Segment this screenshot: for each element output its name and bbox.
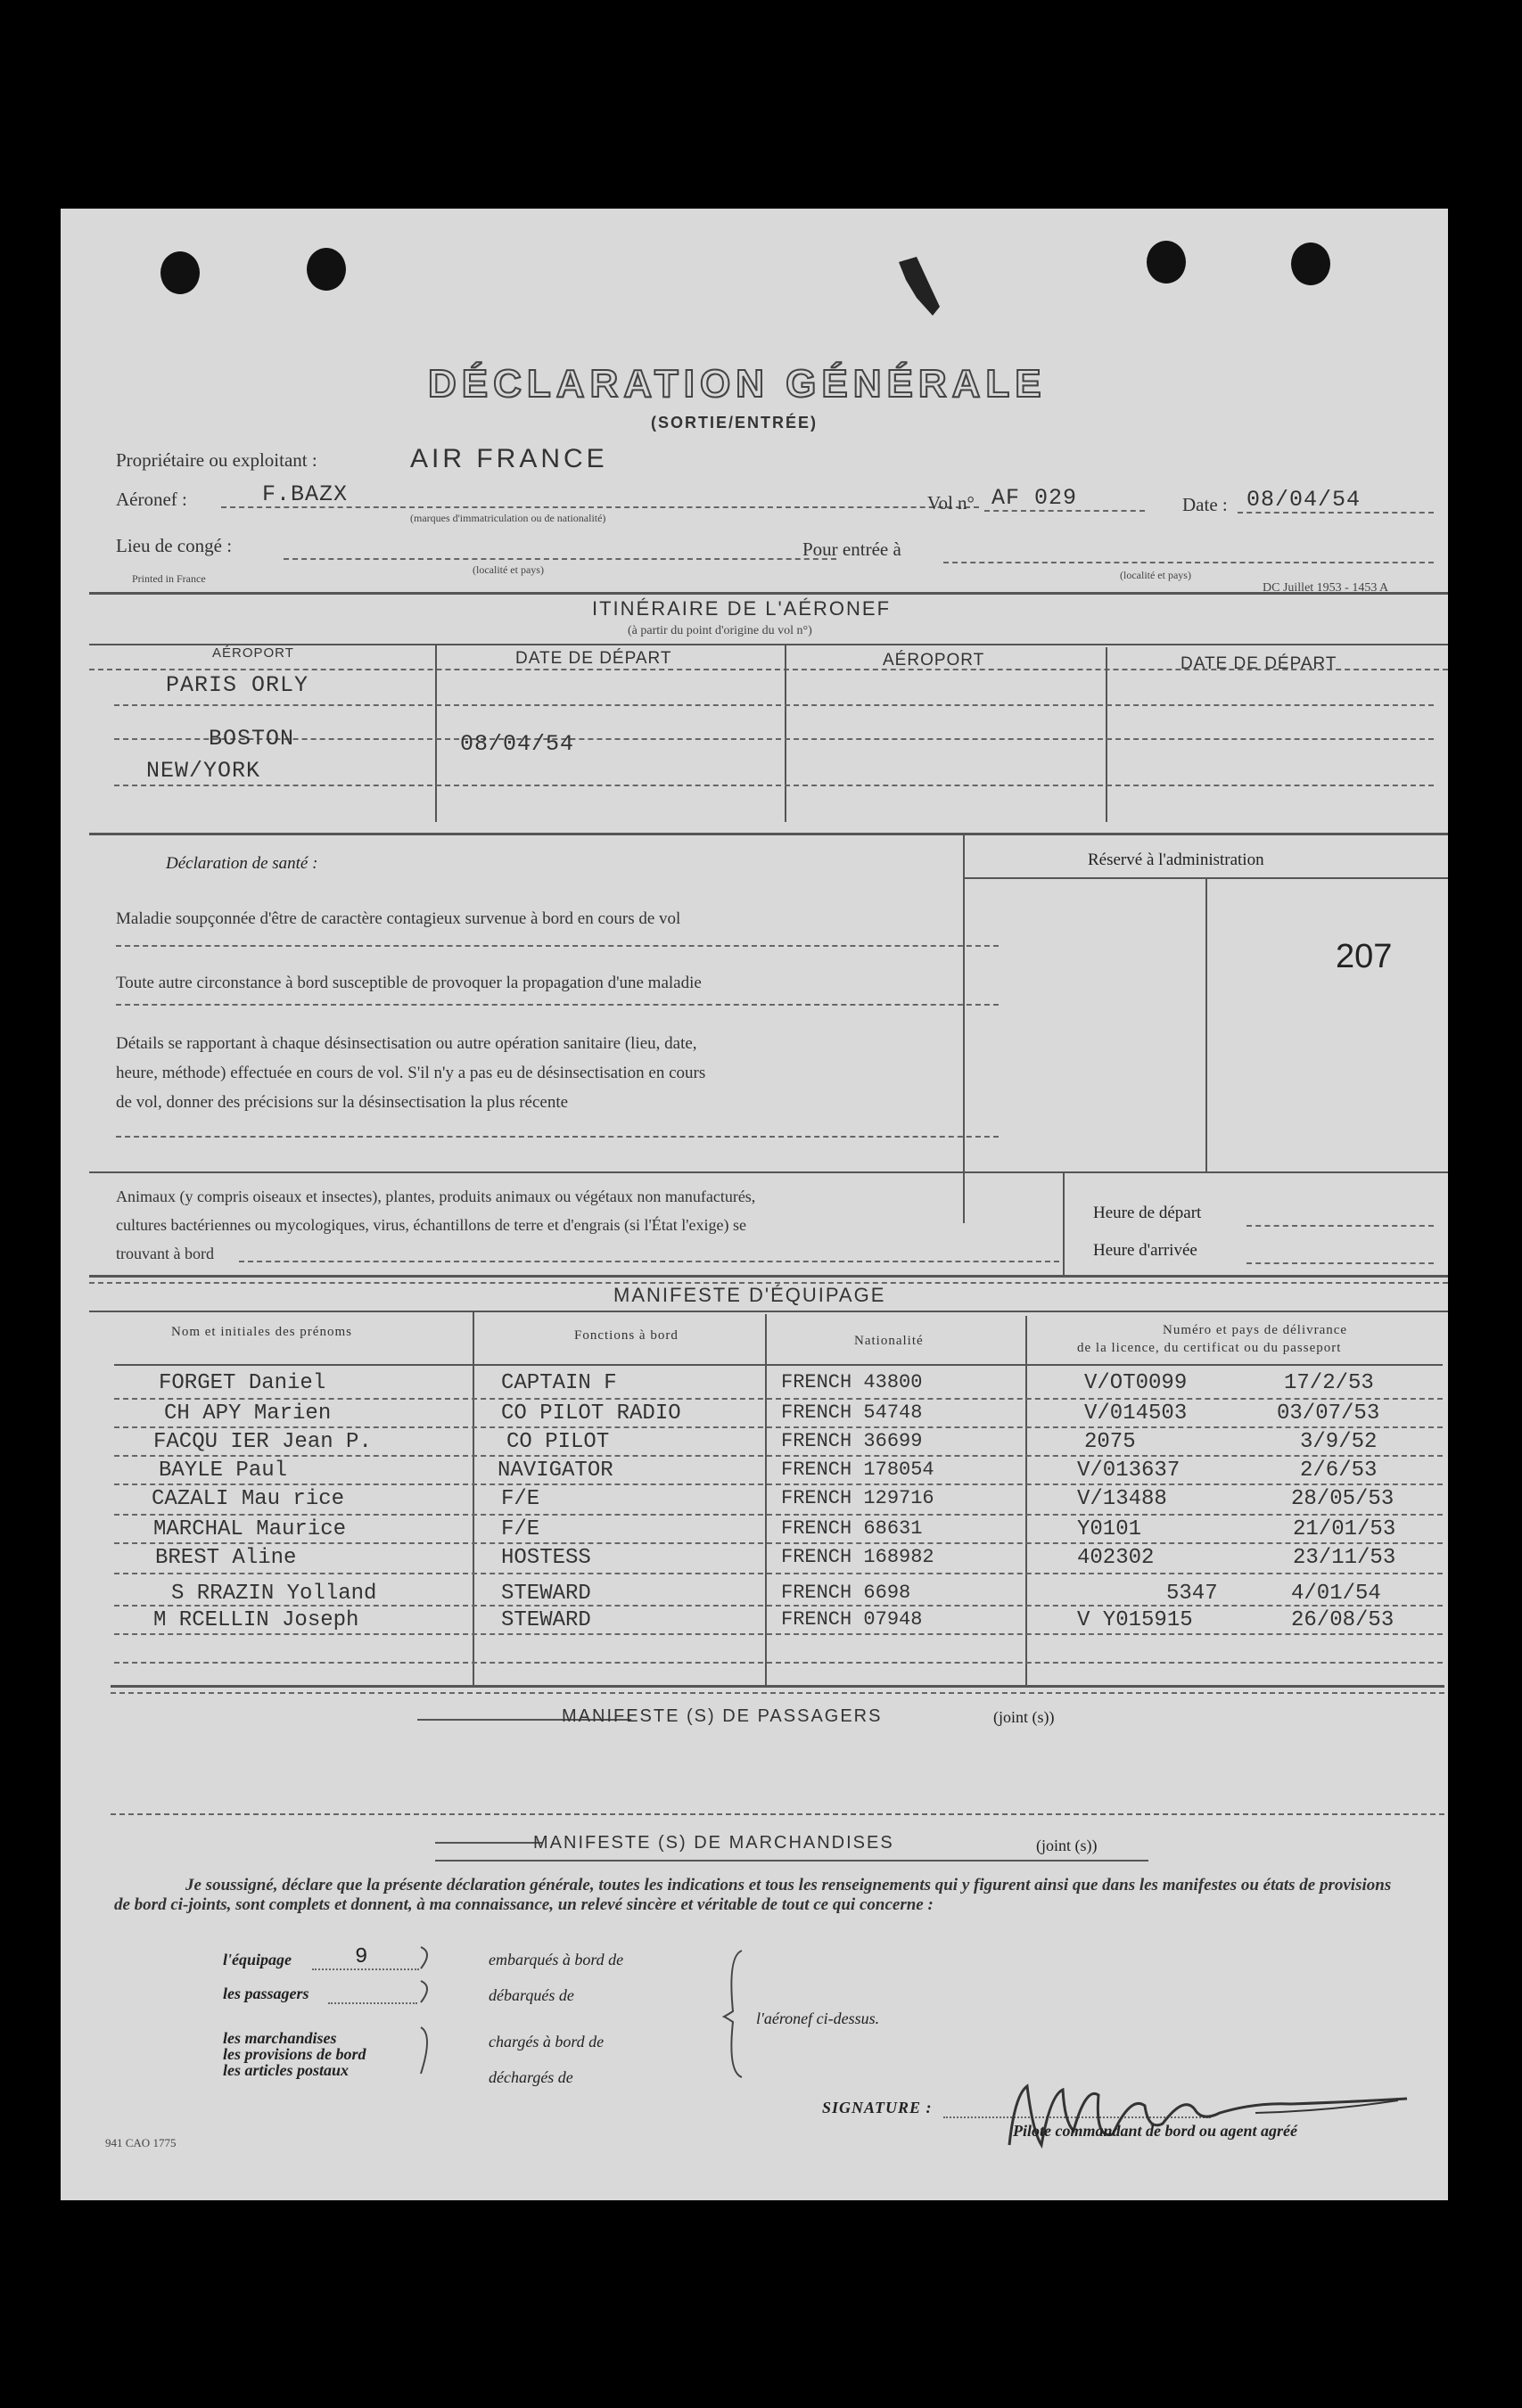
crew-function: NAVIGATOR xyxy=(498,1459,613,1483)
passengers-manifest-title: MANIFESTE (S) DE PASSAGERS xyxy=(562,1706,883,1726)
crew-license-date: 28/05/53 xyxy=(1291,1487,1394,1511)
crew-function: CO PILOT xyxy=(506,1430,610,1454)
goods-manifest-title: MANIFESTE (S) DE MARCHANDISES xyxy=(533,1833,894,1853)
crew-license-date: 17/2/53 xyxy=(1284,1371,1374,1395)
health-q1: Maladie soupçonnée d'être de caractère contagieux survenue à bord en cours de vol xyxy=(116,909,681,928)
aircraft-label: Aéronef : xyxy=(116,489,187,510)
crew-title: MANIFESTE D'ÉQUIPAGE xyxy=(613,1284,886,1306)
crew-license-date: 23/11/53 xyxy=(1293,1546,1396,1570)
declaration-text: Je soussigné, déclare que la présente déclaration générale, toutes les indications et tous les renseignements qui y figurent ainsi que dans les manifestes ou états de provisions de bord ci-joints, sont complets et donnent, à ma connaissance, un relevé sincère et véritable de tout ce qui concerne : xyxy=(114,1876,1392,1914)
punch-hole-3 xyxy=(1147,241,1186,284)
health-title: Déclaration de santé : xyxy=(166,854,318,873)
crew-row-1 xyxy=(61,1371,1448,1400)
crew-function: CO PILOT RADIO xyxy=(501,1401,681,1426)
crew-nationality: FRENCH 07948 xyxy=(781,1608,923,1631)
printed-in-france: Printed in France xyxy=(132,572,206,585)
loaded-label: chargés à bord de xyxy=(489,2033,605,2050)
crew-license-date: 2/6/53 xyxy=(1300,1459,1378,1483)
crew-function: F/E xyxy=(501,1487,540,1511)
health-q3-line3: de vol, donner des précisions sur la désinsectisation la plus récente xyxy=(116,1093,569,1112)
crew-function: F/E xyxy=(501,1517,540,1541)
declaration-form-sheet xyxy=(61,209,1448,2200)
crew-count-label: l'équipage xyxy=(223,1951,292,1968)
crew-name: M RCELLIN Joseph xyxy=(153,1608,359,1632)
ink-blot-mark xyxy=(890,253,952,333)
crew-license-date: 4/01/54 xyxy=(1291,1582,1381,1606)
flight-number: AF 029 xyxy=(991,485,1078,511)
col-date-2: DATE DE DÉPART xyxy=(1181,654,1337,673)
crew-col-function: Fonctions à bord xyxy=(574,1328,679,1343)
departure-time-label: Heure de départ xyxy=(1093,1204,1202,1222)
crew-license: 402302 xyxy=(1077,1546,1155,1570)
form-title: DÉCLARATION GÉNÉRALE xyxy=(428,362,1047,406)
itinerary-airport-1: PARIS ORLY xyxy=(166,672,309,698)
crew-function: CAPTAIN F xyxy=(501,1371,617,1395)
disembarked-label: débarqués de xyxy=(489,1986,574,2004)
owner-value: AIR FRANCE xyxy=(410,444,608,473)
crew-name: FACQU IER Jean P. xyxy=(153,1430,372,1454)
health-q4-line3: trouvant à bord xyxy=(116,1245,214,1262)
col-date-1: DATE DE DÉPART xyxy=(515,649,672,668)
clearance-label: Lieu de congé : xyxy=(116,535,233,556)
passengers-label: les passagers xyxy=(223,1985,309,2002)
crew-nationality: FRENCH 43800 xyxy=(781,1371,923,1393)
embarked-label: embarqués à bord de xyxy=(489,1951,624,1968)
itinerary-airport-3: NEW/YORK xyxy=(146,758,261,784)
crew-count-value: 9 xyxy=(355,1945,368,1969)
crew-nationality: FRENCH 178054 xyxy=(781,1459,934,1481)
punch-hole-1 xyxy=(160,251,200,294)
crew-col-license-1: Numéro et pays de délivrance xyxy=(1163,1323,1348,1337)
arrival-time-label: Heure d'arrivée xyxy=(1093,1241,1197,1260)
crew-license: V/014503 xyxy=(1084,1401,1188,1426)
col-airport-1: AÉROPORT xyxy=(212,645,294,661)
health-q2: Toute autre circonstance à bord susceptible de provoquer la propagation d'une maladie xyxy=(116,974,702,992)
col-airport-2: AÉROPORT xyxy=(883,651,985,670)
crew-license: V/OT0099 xyxy=(1084,1371,1188,1395)
passengers-manifest-joint: (joint (s)) xyxy=(993,1708,1055,1726)
signature-label: SIGNATURE : xyxy=(822,2099,933,2116)
form-code: 941 CAO 1775 xyxy=(105,2136,177,2149)
crew-col-nationality: Nationalité xyxy=(854,1334,924,1348)
crew-nationality: FRENCH 168982 xyxy=(781,1546,934,1568)
form-subtitle: (SORTIE/ENTRÉE) xyxy=(651,414,819,431)
crew-nationality: FRENCH 36699 xyxy=(781,1430,923,1452)
date-label: Date : xyxy=(1182,494,1228,515)
unloaded-label: déchargés de xyxy=(489,2068,573,2086)
aircraft-registration: F.BAZX xyxy=(262,481,349,507)
crew-license: V/13488 xyxy=(1077,1487,1167,1511)
crew-name: BREST Aline xyxy=(155,1546,297,1570)
locality-note-1: (localité et pays) xyxy=(473,563,544,576)
crew-license: Y0101 xyxy=(1077,1517,1142,1541)
aircraft-note: (marques d'immatriculation ou de nationalité) xyxy=(410,512,606,524)
crew-license-date: 03/07/53 xyxy=(1277,1401,1380,1426)
crew-nationality: FRENCH 54748 xyxy=(781,1401,923,1424)
crew-license: 2075 xyxy=(1084,1430,1136,1454)
punch-hole-4 xyxy=(1291,242,1330,285)
provisions-label: les provisions de bord xyxy=(223,2045,366,2063)
crew-nationality: FRENCH 68631 xyxy=(781,1517,923,1540)
admin-title: Réservé à l'administration xyxy=(1088,851,1264,869)
locality-note-2: (localité et pays) xyxy=(1120,569,1191,581)
crew-row-7 xyxy=(61,1546,1448,1574)
crew-license-date: 21/01/53 xyxy=(1293,1517,1396,1541)
flight-label: Vol n° xyxy=(927,492,975,514)
punch-hole-2 xyxy=(307,248,346,291)
crew-license-date: 3/9/52 xyxy=(1300,1430,1378,1454)
crew-license-date: 26/08/53 xyxy=(1291,1608,1394,1632)
health-q4-line2: cultures bactériennes ou mycologiques, virus, échantillons de terre et d'engrais (si l'État l'exige) se xyxy=(116,1216,747,1234)
crew-name: CAZALI Mau rice xyxy=(152,1487,345,1511)
entry-label: Pour entrée à xyxy=(802,538,901,560)
crew-function: STEWARD xyxy=(501,1582,591,1606)
postal-label: les articles postaux xyxy=(223,2061,350,2079)
itinerary-date-2: 08/04/54 xyxy=(460,731,575,757)
crew-name: MARCHAL Maurice xyxy=(153,1517,347,1541)
crew-name: FORGET Daniel xyxy=(159,1371,326,1395)
crew-name: CH APY Marien xyxy=(164,1401,332,1426)
crew-license: V Y015915 xyxy=(1077,1608,1193,1632)
crew-license: V/013637 xyxy=(1077,1459,1181,1483)
brace-marks xyxy=(417,1945,444,2079)
crew-function: HOSTESS xyxy=(501,1546,591,1570)
signer-role: Pilote commandant de bord ou agent agréé xyxy=(1013,2122,1297,2140)
crew-col-license-2: de la licence, du certificat ou du passeport xyxy=(1077,1341,1342,1355)
itinerary-airport-2: BOSTON xyxy=(209,726,295,752)
admin-number: 207 xyxy=(1336,938,1393,975)
crew-nationality: FRENCH 6698 xyxy=(781,1582,911,1604)
goods-manifest-joint: (joint (s)) xyxy=(1036,1837,1098,1854)
signature-scribble xyxy=(988,2059,1416,2157)
health-q4-line1: Animaux (y compris oiseaux et insectes), plantes, produits animaux ou végétaux non manufacturés, xyxy=(116,1188,756,1205)
crew-row-5 xyxy=(61,1487,1448,1516)
flight-date: 08/04/54 xyxy=(1246,487,1362,513)
owner-label: Propriétaire ou exploitant : xyxy=(116,449,317,471)
big-brace xyxy=(720,1947,747,2081)
form-reference: DC Juillet 1953 - 1453 A xyxy=(1263,581,1389,595)
crew-col-name: Nom et initiales des prénoms xyxy=(171,1325,352,1339)
crew-nationality: FRENCH 129716 xyxy=(781,1487,934,1509)
itinerary-title: ITINÉRAIRE DE L'AÉRONEF xyxy=(592,597,892,620)
crew-name: BAYLE Paul xyxy=(159,1459,288,1483)
goods-label: les marchandises xyxy=(223,2029,337,2047)
health-q3-line1: Détails se rapportant à chaque désinsectisation ou autre opération sanitaire (lieu, date, xyxy=(116,1034,697,1053)
crew-name: S RRAZIN Yolland xyxy=(171,1582,377,1606)
itinerary-subtitle: (à partir du point d'origine du vol n°) xyxy=(628,624,812,637)
health-q3-line2: heure, méthode) effectuée en cours de vol. S'il n'y a pas eu de désinsectisation en cours xyxy=(116,1064,706,1082)
aircraft-above-label: l'aéronef ci-dessus. xyxy=(756,2009,880,2027)
crew-license: 5347 xyxy=(1166,1582,1218,1606)
crew-function: STEWARD xyxy=(501,1608,591,1632)
